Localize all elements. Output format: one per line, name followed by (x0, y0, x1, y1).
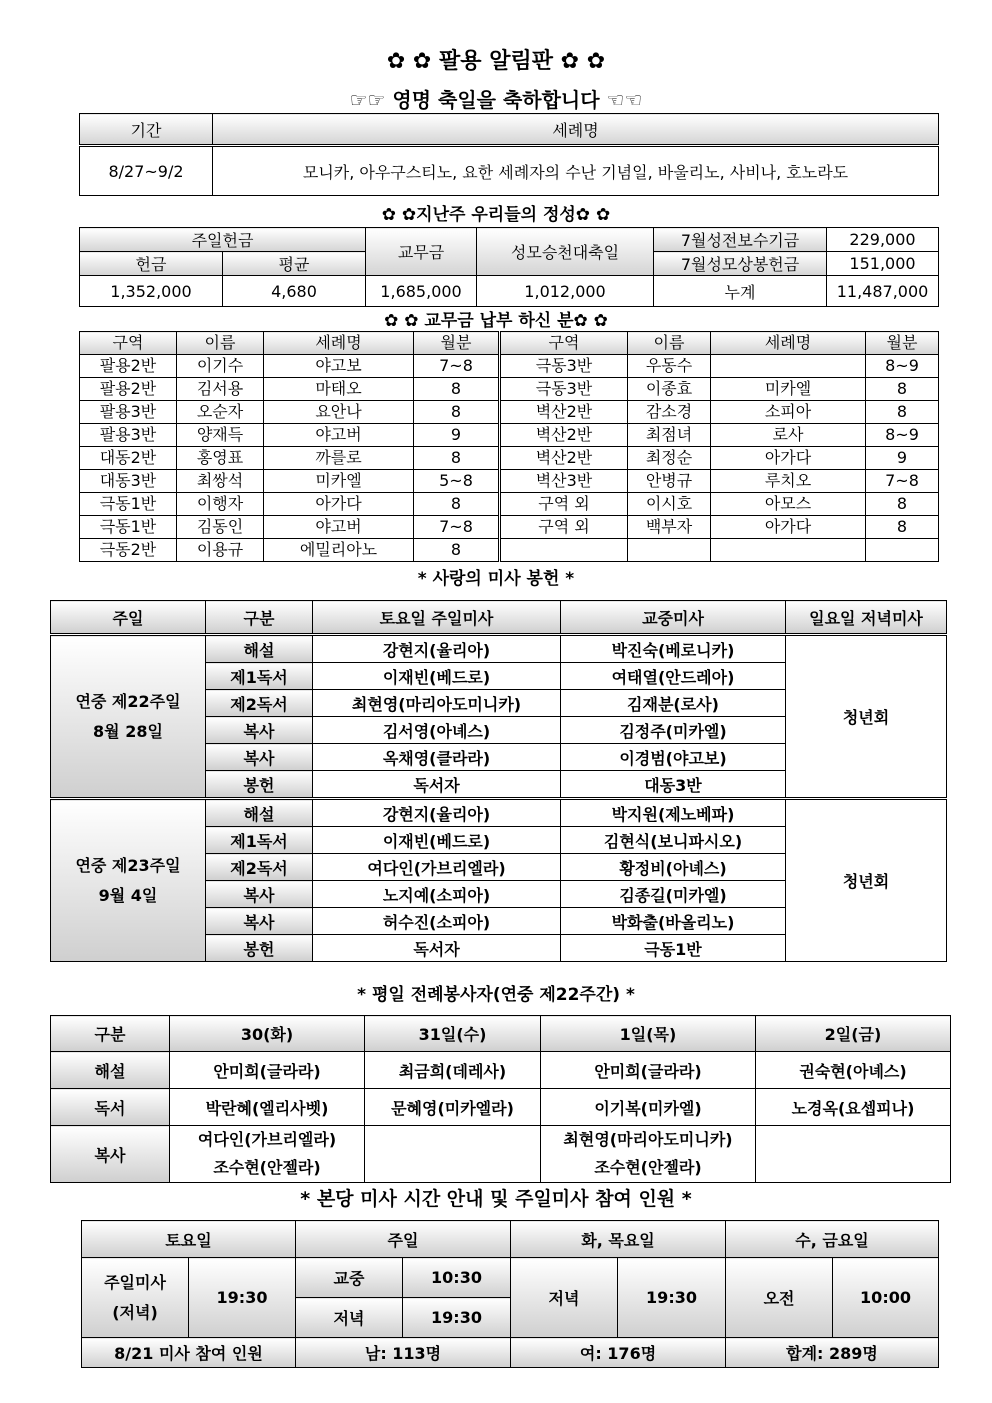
dues-cell: 8 (414, 447, 500, 470)
assumption-value: 1,012,000 (477, 276, 654, 307)
dues-cell: 루치오 (711, 470, 866, 493)
server-tue-1: 여다인(가브리엘라) (197, 1130, 337, 1149)
dues-cell: 야고버 (264, 424, 414, 447)
mass-role: 복사 (206, 717, 313, 744)
dues-cell: 8 (866, 401, 939, 424)
mass-main: 황정비(아녜스) (561, 854, 786, 881)
mass-header-4: 일요일 저녁미사 (786, 601, 947, 635)
dues-cell: 구역 외 (500, 493, 628, 516)
schedule-title: * 본당 미사 시간 안내 및 주일미사 참여 인원 * (300, 1188, 692, 1210)
server-tue (170, 1126, 365, 1183)
mass-saturday: 옥채영(클라라) (313, 744, 561, 771)
mass-role: 복사 (206, 744, 313, 771)
dues-cell: 구역 외 (500, 516, 628, 539)
dues-cell: 로사 (711, 424, 866, 447)
sat-time: 19:30 (189, 1258, 296, 1338)
dues-cell: 팔용3반 (80, 401, 177, 424)
dues-cell: 8 (866, 493, 939, 516)
schedule-tue-thu: 화, 목요일 (511, 1221, 726, 1258)
dues-cell: 극동2반 (80, 539, 177, 562)
fund1-label: 7월성전보수기금 (654, 228, 827, 252)
parish-fee-value: 1,685,000 (366, 276, 477, 307)
dues-row (80, 516, 939, 539)
mass-main: 김현식(보니파시오) (561, 827, 786, 854)
weekday-table (50, 1015, 951, 1183)
dues-cell: 팔용2반 (80, 378, 177, 401)
dues-cell: 마태오 (264, 378, 414, 401)
dues-cell: 극동1반 (80, 516, 177, 539)
attendance-total: 합계: 289명 (726, 1338, 939, 1368)
dues-cell: 최쌍석 (177, 470, 264, 493)
sun-evening-label: 저녁 (296, 1298, 403, 1338)
mass-main: 김재분(로사) (561, 690, 786, 717)
average-label: 평균 (223, 252, 366, 276)
commentary-wed: 최금희(데레사) (365, 1052, 541, 1089)
sunday-mass-label-1: 주일미사 (104, 1272, 166, 1292)
average-value: 4,680 (223, 276, 366, 307)
mass-main: 이경범(야고보) (561, 744, 786, 771)
dues-cell: 극동1반 (80, 493, 177, 516)
feast-col-period: 기간 (80, 114, 213, 146)
assumption-label: 성모승천대축일 (477, 228, 654, 276)
dues-cell: 미카엘 (711, 378, 866, 401)
sun-evening-time: 19:30 (403, 1298, 511, 1338)
mass-main: 대동3반 (561, 771, 786, 799)
dues-cell: 8 (414, 378, 500, 401)
dues-cell: 극동3반 (500, 355, 628, 378)
dues-row (80, 355, 939, 378)
parish-fee-label: 교무금 (366, 228, 477, 276)
dues-cell (500, 539, 628, 562)
dues-cell: 이용규 (177, 539, 264, 562)
dues-cell: 미카엘 (264, 470, 414, 493)
reading-thu: 이기복(미카엘) (541, 1089, 756, 1126)
dues-cell: 벽산2반 (500, 401, 628, 424)
dues-cell: 7~8 (414, 355, 500, 378)
dues-row (80, 447, 939, 470)
page-title: ✿ ✿ 팔용 알림판 ✿ ✿ (386, 49, 606, 74)
dues-cell: 대동3반 (80, 470, 177, 493)
week-label (51, 635, 206, 799)
dues-cell: 김서용 (177, 378, 264, 401)
week-label-1: 연중 제23주일 (75, 855, 181, 875)
server-thu-1: 최현영(마리아도미니카) (563, 1130, 733, 1149)
fund2-value: 151,000 (827, 252, 939, 276)
server-wed (365, 1126, 541, 1183)
wf-label: 오전 (726, 1258, 833, 1338)
dues-cell: 김동인 (177, 516, 264, 539)
commentary-fri: 권숙현(아녜스) (756, 1052, 951, 1089)
schedule-sunday: 주일 (296, 1221, 511, 1258)
mass-role: 제2독서 (206, 854, 313, 881)
mass-main: 박진숙(베로니카) (561, 635, 786, 663)
dues-cell: 까를로 (264, 447, 414, 470)
fund1-value: 229,000 (827, 228, 939, 252)
dues-header-3: 월분 (414, 332, 500, 355)
dues-cell: 이행자 (177, 493, 264, 516)
dues-cell: 벽산2반 (500, 424, 628, 447)
mass-saturday: 강현지(율리아) (313, 799, 561, 827)
dues-cell: 양재득 (177, 424, 264, 447)
dues-cell: 소피아 (711, 401, 866, 424)
commentary-thu: 안미희(글라라) (541, 1052, 756, 1089)
tt-time: 19:30 (618, 1258, 726, 1338)
server-thu-2: 조수현(안젤라) (594, 1158, 702, 1177)
dues-cell: 8~9 (866, 355, 939, 378)
dues-header-0: 구역 (80, 332, 177, 355)
dues-cell: 8 (866, 516, 939, 539)
mass-saturday: 여다인(가브리엘라) (313, 854, 561, 881)
dues-cell: 우동수 (628, 355, 711, 378)
mass-saturday: 최현영(마리아도미니카) (313, 690, 561, 717)
dues-cell: 극동3반 (500, 378, 628, 401)
dues-cell: 이시호 (628, 493, 711, 516)
mass-header-0: 주일 (51, 601, 206, 635)
mass-main: 김정주(미카엘) (561, 717, 786, 744)
dues-header-7: 월분 (866, 332, 939, 355)
dues-header-6: 세례명 (711, 332, 866, 355)
mass-main: 박화출(바올리노) (561, 908, 786, 935)
weekday-header-3: 1일(목) (541, 1016, 756, 1052)
dues-cell: 8 (866, 378, 939, 401)
total-value: 11,487,000 (827, 276, 939, 307)
server-thu (541, 1126, 756, 1183)
dues-cell: 9 (866, 447, 939, 470)
week-label-1: 연중 제22주일 (75, 691, 181, 711)
dues-cell: 최정순 (628, 447, 711, 470)
mass-saturday: 강현지(율리아) (313, 635, 561, 663)
dues-cell: 백부자 (628, 516, 711, 539)
dues-row (80, 470, 939, 493)
dues-header-1: 이름 (177, 332, 264, 355)
week-label-2: 8월 28일 (93, 721, 163, 741)
dues-cell: 5~8 (414, 470, 500, 493)
server-fri (756, 1126, 951, 1183)
dues-cell: 8 (414, 401, 500, 424)
cash-label: 헌금 (80, 252, 223, 276)
dues-cell: 8~9 (866, 424, 939, 447)
tt-label: 저녁 (511, 1258, 618, 1338)
mass-role: 복사 (206, 881, 313, 908)
dues-cell: 야고버 (264, 516, 414, 539)
mass-evening: 청년회 (786, 635, 947, 799)
dues-cell: 이기수 (177, 355, 264, 378)
mass-main: 박지원(제노베파) (561, 799, 786, 827)
dues-cell: 감소경 (628, 401, 711, 424)
dues-cell: 아가다 (711, 447, 866, 470)
feast-names: 모니카, 아우구스티노, 요한 세례자의 수난 기념일, 바울리노, 사비나, 호노라도 (213, 146, 939, 196)
mass-saturday: 김서영(아녜스) (313, 717, 561, 744)
mass-header-2: 토요일 주일미사 (313, 601, 561, 635)
mass-header-3: 교중미사 (561, 601, 786, 635)
dues-cell: 9 (414, 424, 500, 447)
dues-row (80, 493, 939, 516)
dues-cell: 팔용2반 (80, 355, 177, 378)
total-label: 누계 (654, 276, 827, 307)
dues-cell (711, 539, 866, 562)
reading-fri: 노경옥(요셉피나) (756, 1089, 951, 1126)
dues-cell: 아모스 (711, 493, 866, 516)
wf-time: 10:00 (833, 1258, 939, 1338)
dues-cell: 아가다 (264, 493, 414, 516)
main-mass-time: 10:30 (403, 1258, 511, 1298)
mass-saturday: 이재빈(베드로) (313, 663, 561, 690)
mass-header-1: 구분 (206, 601, 313, 635)
weekday-header-0: 구분 (51, 1016, 170, 1052)
feast-title: ☞☞ 영명 축일을 축하합니다 ☜☜ (349, 88, 643, 112)
mass-main: 극동1반 (561, 935, 786, 962)
dues-cell (628, 539, 711, 562)
dues-row (80, 378, 939, 401)
mass-saturday: 독서자 (313, 771, 561, 799)
dues-cell: 7~8 (866, 470, 939, 493)
feast-table (79, 113, 939, 196)
attendance-label: 8/21 미사 참여 인원 (82, 1338, 296, 1368)
dues-row (80, 401, 939, 424)
dues-title: ✿ ✿ 교무금 납부 하신 분✿ ✿ (384, 311, 608, 331)
mass-saturday: 독서자 (313, 935, 561, 962)
dues-cell: 요안나 (264, 401, 414, 424)
mass-saturday: 이재빈(베드로) (313, 827, 561, 854)
mass-role: 제1독서 (206, 663, 313, 690)
mass-header-row (51, 601, 947, 635)
mass-main: 김종길(미카엘) (561, 881, 786, 908)
sunday-offering-label: 주일헌금 (80, 228, 366, 252)
mass-offering-table (50, 600, 947, 962)
dues-cell: 아가다 (711, 516, 866, 539)
dues-cell: 팔용3반 (80, 424, 177, 447)
dues-cell: 최점녀 (628, 424, 711, 447)
schedule-wed-fri: 수, 금요일 (726, 1221, 939, 1258)
mass-role: 해설 (206, 635, 313, 663)
dues-header-4: 구역 (500, 332, 628, 355)
feast-period: 8/27~9/2 (80, 146, 213, 196)
week-label (51, 799, 206, 962)
schedule-table (81, 1220, 939, 1368)
mass-saturday: 허수진(소피아) (313, 908, 561, 935)
mass-offering-title: * 사랑의 미사 봉헌 * (417, 569, 575, 589)
dues-cell: 에밀리아노 (264, 539, 414, 562)
dues-cell: 벽산2반 (500, 447, 628, 470)
weekday-header-1: 30(화) (170, 1016, 365, 1052)
reading-wed: 문혜영(미카엘라) (365, 1089, 541, 1126)
cash-value: 1,352,000 (80, 276, 223, 307)
dues-header-5: 이름 (628, 332, 711, 355)
offering-table (79, 227, 939, 307)
weekday-header-2: 31일(수) (365, 1016, 541, 1052)
dues-cell: 7~8 (414, 516, 500, 539)
weekday-title: * 평일 전례봉사자(연중 제22주간) * (357, 985, 635, 1005)
dues-cell: 이종효 (628, 378, 711, 401)
feast-col-name: 세례명 (213, 114, 939, 146)
mass-saturday: 노지예(소피아) (313, 881, 561, 908)
week-label-2: 9월 4일 (98, 885, 158, 905)
dues-cell: 벽산3반 (500, 470, 628, 493)
dues-cell: 안병규 (628, 470, 711, 493)
dues-cell: 8 (414, 539, 500, 562)
dues-header-2: 세례명 (264, 332, 414, 355)
mass-role: 해설 (206, 799, 313, 827)
attendance-female: 여: 176명 (511, 1338, 726, 1368)
mass-role: 제2독서 (206, 690, 313, 717)
reading-label: 독서 (51, 1089, 170, 1126)
dues-cell (711, 355, 866, 378)
dues-cell: 야고보 (264, 355, 414, 378)
dues-row (80, 539, 939, 562)
reading-tue: 박란혜(엘리사벳) (170, 1089, 365, 1126)
commentary-tue: 안미희(글라라) (170, 1052, 365, 1089)
mass-role: 봉헌 (206, 935, 313, 962)
attendance-male: 남: 113명 (296, 1338, 511, 1368)
dues-cell: 오순자 (177, 401, 264, 424)
mass-evening: 청년회 (786, 799, 947, 962)
weekday-header-4: 2일(금) (756, 1016, 951, 1052)
mass-role: 복사 (206, 908, 313, 935)
main-mass-label: 교중 (296, 1258, 403, 1298)
offering-title: ✿ ✿지난주 우리들의 정성✿ ✿ (381, 205, 611, 225)
dues-row (80, 424, 939, 447)
dues-cell: 대동2반 (80, 447, 177, 470)
mass-role: 제1독서 (206, 827, 313, 854)
commentary-label: 해설 (51, 1052, 170, 1089)
mass-row (51, 635, 947, 663)
dues-header-row (80, 332, 939, 355)
server-label: 복사 (51, 1126, 170, 1183)
sunday-mass-label-2: (저녁) (112, 1302, 158, 1322)
mass-main: 여태열(안드레아) (561, 663, 786, 690)
fund2-label: 7월성모상봉헌금 (654, 252, 827, 276)
dues-cell: 홍영표 (177, 447, 264, 470)
schedule-saturday: 토요일 (82, 1221, 296, 1258)
mass-row (51, 799, 947, 827)
sunday-mass-label (82, 1258, 189, 1338)
server-tue-2: 조수현(안젤라) (213, 1158, 321, 1177)
dues-cell (866, 539, 939, 562)
dues-cell: 8 (414, 493, 500, 516)
mass-role: 봉헌 (206, 771, 313, 799)
dues-table (79, 331, 939, 562)
